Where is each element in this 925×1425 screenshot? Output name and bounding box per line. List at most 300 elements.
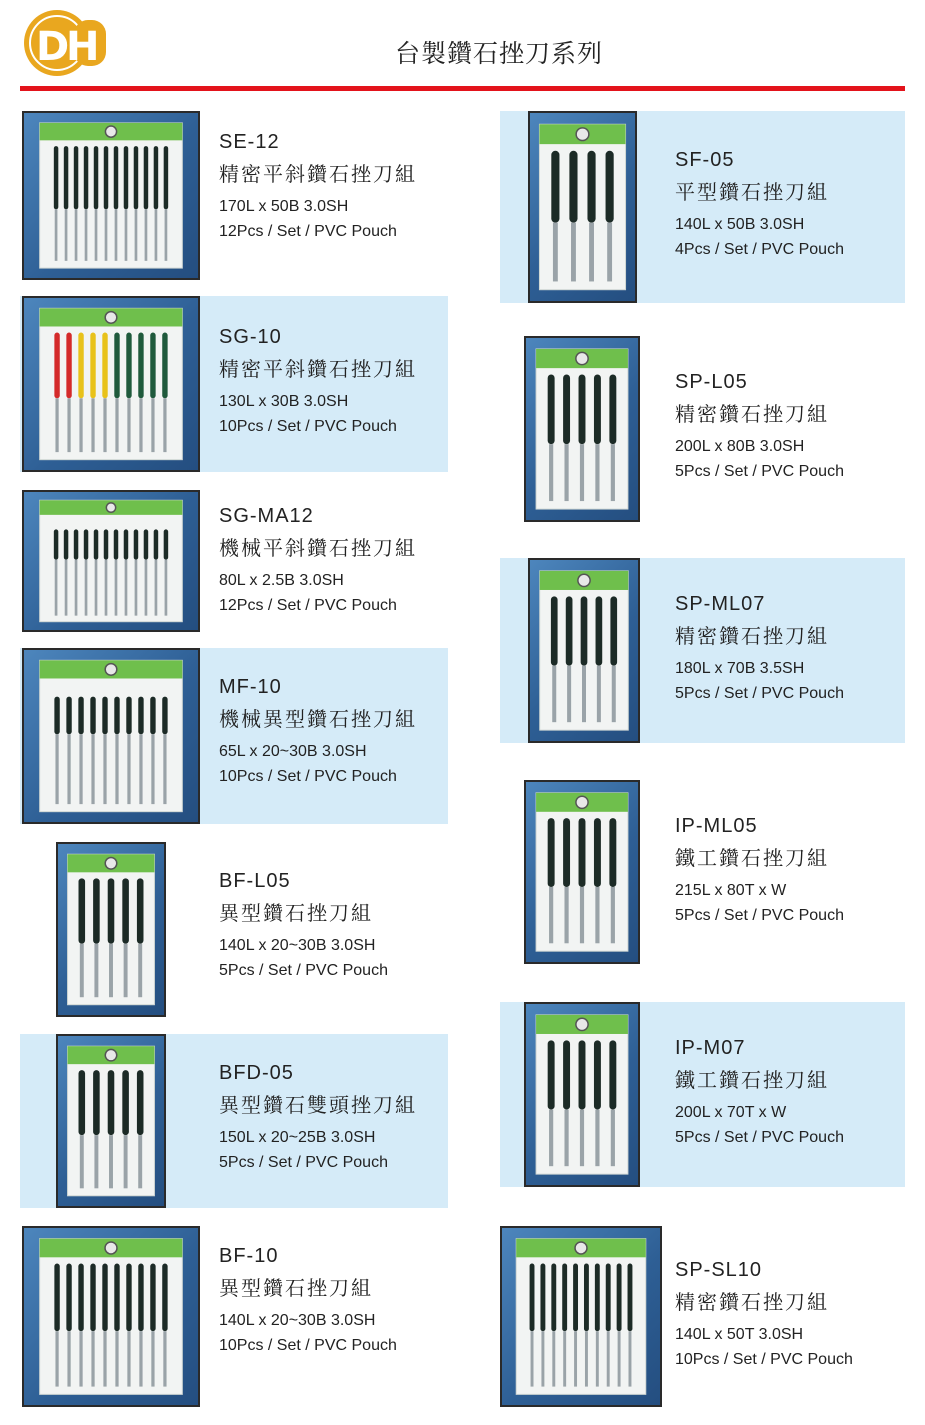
product-code: SE-12: [219, 131, 280, 153]
file-blade: [612, 666, 616, 723]
product-spec: 80L x 2.5B 3.0SH: [219, 572, 344, 589]
file-handle: [114, 333, 119, 399]
file-handle: [126, 333, 131, 399]
product-pack: 12Pcs / Set / PVC Pouch: [219, 223, 397, 240]
file-blade: [165, 209, 168, 261]
file-blade: [155, 560, 158, 616]
file-blade: [580, 1110, 584, 1167]
product-photo-ip-m07: [524, 1002, 640, 1187]
file-handle: [164, 529, 168, 559]
file-blade: [145, 560, 148, 616]
product-photo-sp-sl10: [500, 1226, 662, 1407]
pouch-illustration: [526, 338, 638, 520]
product-pack: 10Pcs / Set / PVC Pouch: [219, 418, 397, 435]
file-blade: [580, 444, 584, 501]
product-name: 異型鑽石挫刀組: [219, 901, 373, 925]
product-pack: 10Pcs / Set / PVC Pouch: [219, 1337, 397, 1354]
file-handle: [74, 146, 78, 209]
pvc-pouch: [40, 500, 183, 621]
file-handle: [138, 333, 143, 399]
product-spec: 130L x 30B 3.0SH: [219, 393, 349, 410]
product-spec: 140L x 20~30B 3.0SH: [219, 1312, 376, 1329]
product-info: [675, 592, 844, 704]
file-blade: [607, 223, 612, 282]
file-handle: [609, 818, 616, 887]
product-pack: 5Pcs / Set / PVC Pouch: [219, 1154, 388, 1171]
file-handle: [150, 333, 155, 399]
file-blade: [595, 887, 599, 943]
file-blade: [618, 1331, 621, 1386]
product-photo-bf-10: [22, 1226, 200, 1407]
file-blade: [95, 209, 98, 261]
file-blade: [55, 734, 58, 804]
pvc-pouch: [516, 1239, 646, 1395]
file-handle: [124, 529, 128, 559]
product-name: 異型鑽石雙頭挫刀組: [219, 1093, 417, 1117]
file-blade: [67, 734, 70, 804]
product-spec: 200L x 70T x W: [675, 1104, 787, 1121]
file-blade: [65, 209, 68, 261]
file-blade: [549, 444, 553, 501]
product-info: [219, 869, 388, 981]
file-handle: [579, 1040, 586, 1109]
file-blade: [127, 398, 130, 452]
file-blade: [115, 560, 118, 616]
file-handle: [162, 333, 167, 399]
hanger-hole-icon: [576, 128, 589, 141]
file-handle: [138, 1264, 143, 1332]
pouch-illustration: [58, 844, 164, 1015]
product-pack: 5Pcs / Set / PVC Pouch: [675, 463, 844, 480]
hanger-hole-icon: [576, 352, 588, 364]
file-handle: [150, 697, 155, 735]
product-code: IP-ML05: [675, 815, 758, 837]
file-handle: [138, 697, 143, 735]
file-handle: [606, 1264, 611, 1332]
file-blade: [103, 734, 106, 804]
product-code: SP-L05: [675, 371, 748, 393]
file-handle: [124, 146, 128, 209]
file-blade: [541, 1331, 544, 1386]
product-info: [219, 1244, 397, 1356]
file-handle: [154, 529, 158, 559]
file-blade: [564, 1110, 568, 1167]
file-blade: [589, 223, 594, 282]
hanger-hole-icon: [576, 796, 588, 808]
file-blade: [552, 666, 556, 723]
file-blade: [611, 444, 615, 501]
file-handle: [79, 1070, 86, 1135]
file-blade: [549, 1110, 553, 1167]
product-pack: 4Pcs / Set / PVC Pouch: [675, 241, 844, 258]
file-blade: [75, 560, 78, 616]
file-blade: [91, 398, 94, 452]
product-info: [219, 325, 417, 437]
pouch-illustration: [502, 1228, 660, 1405]
file-blade: [564, 887, 568, 943]
red-divider: [20, 86, 905, 91]
file-handle: [563, 1040, 570, 1109]
file-handle: [102, 697, 107, 735]
file-handle: [108, 1070, 115, 1135]
product-name: 精密鑽石挫刀組: [675, 624, 829, 648]
file-handle: [551, 596, 558, 665]
file-handle: [102, 1264, 107, 1332]
product-spec: 140L x 50B 3.0SH: [675, 216, 805, 233]
file-blade: [163, 734, 166, 804]
pouch-illustration: [24, 113, 198, 278]
file-handle: [66, 697, 71, 735]
svg-text:H: H: [66, 24, 100, 70]
file-handle: [594, 1040, 601, 1109]
file-blade: [67, 398, 70, 452]
pouch-illustration: [526, 782, 638, 962]
file-handle: [90, 697, 95, 735]
file-handle: [90, 333, 95, 399]
file-handle: [581, 596, 588, 665]
file-blade: [139, 1331, 142, 1386]
file-handle: [530, 1264, 535, 1332]
file-handle: [573, 1264, 578, 1332]
file-blade: [135, 560, 138, 616]
file-blade: [582, 666, 586, 723]
file-blade: [574, 1331, 577, 1386]
file-blade: [55, 560, 58, 616]
file-handle: [64, 146, 68, 209]
file-handle: [144, 146, 148, 209]
file-handle: [594, 375, 601, 445]
file-handle: [94, 529, 98, 559]
product-pack: 5Pcs / Set / PVC Pouch: [675, 1129, 844, 1146]
file-blade: [79, 398, 82, 452]
file-blade: [115, 1331, 118, 1386]
file-handle: [154, 146, 158, 209]
file-blade: [67, 1331, 70, 1386]
product-name: 異型鑽石挫刀組: [219, 1276, 373, 1300]
file-handle: [64, 529, 68, 559]
hanger-hole-icon: [575, 1242, 587, 1254]
file-blade: [155, 209, 158, 261]
file-blade: [115, 734, 118, 804]
file-blade: [115, 209, 118, 261]
file-handle: [134, 146, 138, 209]
pouch-illustration: [24, 492, 198, 630]
product-name: 精密平斜鑽石挫刀組: [219, 357, 417, 381]
file-handle: [164, 146, 168, 209]
product-photo-sf-05: [528, 111, 637, 303]
file-handle: [84, 146, 88, 209]
product-spec: 150L x 20~25B 3.0SH: [219, 1129, 376, 1146]
product-pack: 12Pcs / Set / PVC Pouch: [219, 597, 397, 614]
file-blade: [79, 734, 82, 804]
dh-logo: [22, 8, 108, 78]
product-name: 機械平斜鑽石挫刀組: [219, 536, 417, 560]
file-blade: [103, 1331, 106, 1386]
product-code: SG-10: [219, 326, 282, 348]
file-blade: [139, 398, 142, 452]
file-blade: [595, 444, 599, 501]
file-blade: [607, 1331, 610, 1386]
file-handle: [137, 1070, 144, 1135]
file-handle: [617, 1264, 622, 1332]
hanger-hole-icon: [105, 664, 117, 676]
file-handle: [114, 1264, 119, 1332]
file-blade: [611, 1110, 615, 1167]
file-handle: [54, 529, 58, 559]
product-code: SP-ML07: [675, 593, 766, 615]
file-blade: [105, 560, 108, 616]
file-handle: [93, 878, 100, 943]
file-handle: [74, 529, 78, 559]
file-handle: [548, 818, 555, 887]
hanger-hole-icon: [105, 1049, 116, 1060]
file-blade: [124, 1135, 128, 1188]
file-blade: [611, 887, 615, 943]
file-blade: [139, 734, 142, 804]
file-blade: [91, 734, 94, 804]
product-pack: 5Pcs / Set / PVC Pouch: [219, 962, 388, 979]
file-blade: [165, 560, 168, 616]
pouch-illustration: [530, 113, 635, 301]
pouch-illustration: [526, 1004, 638, 1185]
file-blade: [580, 887, 584, 943]
file-blade: [95, 560, 98, 616]
file-blade: [94, 944, 98, 997]
file-handle: [606, 151, 614, 223]
file-blade: [125, 560, 128, 616]
file-blade: [585, 1331, 588, 1386]
file-handle: [66, 1264, 71, 1332]
hanger-hole-icon: [105, 126, 116, 137]
file-blade: [145, 209, 148, 261]
file-blade: [567, 666, 571, 723]
product-pack: 10Pcs / Set / PVC Pouch: [675, 1351, 853, 1368]
file-blade: [563, 1331, 566, 1386]
file-blade: [109, 1135, 113, 1188]
file-handle: [84, 529, 88, 559]
product-code: BFD-05: [219, 1062, 294, 1084]
product-info: [219, 1061, 417, 1173]
file-handle: [78, 1264, 83, 1332]
product-photo-sg-ma12: [22, 490, 200, 632]
hanger-hole-icon: [578, 574, 590, 586]
hanger-hole-icon: [105, 312, 117, 324]
file-blade: [138, 944, 142, 997]
product-photo-ip-ml05: [524, 780, 640, 964]
file-handle: [54, 1264, 59, 1332]
file-handle: [628, 1264, 633, 1332]
product-photo-sp-ml07: [528, 558, 640, 743]
hanger-hole-icon: [105, 858, 117, 870]
product-code: SG-MA12: [219, 505, 314, 527]
product-name: 平型鑽石挫刀組: [675, 180, 829, 204]
product-info: [219, 675, 417, 787]
hanger-hole-icon: [106, 503, 115, 512]
pvc-pouch: [40, 308, 183, 459]
pouch-illustration: [24, 298, 198, 470]
file-handle: [90, 1264, 95, 1332]
product-info: [675, 1036, 844, 1148]
file-blade: [571, 223, 576, 282]
file-handle: [66, 333, 71, 399]
product-pack: 5Pcs / Set / PVC Pouch: [675, 907, 844, 924]
file-blade: [125, 209, 128, 261]
file-handle: [102, 333, 107, 399]
product-code: BF-10: [219, 1245, 279, 1267]
product-info: [675, 1258, 853, 1370]
file-handle: [579, 375, 586, 445]
file-blade: [80, 1135, 84, 1188]
file-blade: [596, 1331, 599, 1386]
file-handle: [609, 1040, 616, 1109]
file-handle: [126, 697, 131, 735]
file-handle: [114, 146, 118, 209]
file-handle: [122, 1070, 129, 1135]
file-handle: [579, 818, 586, 887]
file-handle: [548, 375, 555, 445]
product-code: MF-10: [219, 676, 282, 698]
file-blade: [135, 209, 138, 261]
file-handle: [548, 1040, 555, 1109]
page-title: 台製鑽石挫刀系列: [395, 39, 604, 68]
product-name: 機械異型鑽石挫刀組: [219, 707, 417, 731]
file-blade: [629, 1331, 632, 1386]
hanger-hole-icon: [576, 1018, 588, 1030]
pvc-pouch: [40, 123, 183, 268]
product-photo-sg-10: [22, 296, 200, 472]
product-info: [219, 504, 417, 616]
pvc-pouch: [40, 1239, 183, 1395]
file-blade: [85, 209, 88, 261]
file-handle: [594, 818, 601, 887]
file-blade: [552, 1331, 555, 1386]
product-info: [675, 148, 844, 260]
hanger-hole-icon: [105, 1242, 117, 1254]
file-handle: [562, 1264, 567, 1332]
file-blade: [103, 398, 106, 452]
file-handle: [78, 697, 83, 735]
pouch-illustration: [24, 650, 198, 822]
pouch-illustration: [58, 1036, 164, 1206]
file-handle: [162, 1264, 167, 1332]
product-spec: 140L x 50T 3.0SH: [675, 1326, 804, 1343]
file-blade: [80, 944, 84, 997]
file-blade: [151, 734, 154, 804]
svg-text:D: D: [36, 24, 70, 70]
product-info: [675, 814, 844, 926]
file-blade: [115, 398, 118, 452]
file-handle: [563, 818, 570, 887]
product-photo-mf-10: [22, 648, 200, 824]
file-handle: [126, 1264, 131, 1332]
file-handle: [134, 529, 138, 559]
file-handle: [104, 146, 108, 209]
product-pack: 5Pcs / Set / PVC Pouch: [675, 685, 844, 702]
file-handle: [108, 878, 115, 943]
file-blade: [531, 1331, 534, 1386]
pouch-illustration: [530, 560, 638, 741]
product-pack: 10Pcs / Set / PVC Pouch: [219, 768, 397, 785]
file-handle: [93, 1070, 100, 1135]
file-handle: [122, 878, 129, 943]
file-blade: [55, 398, 58, 452]
file-handle: [78, 333, 83, 399]
file-handle: [551, 151, 559, 223]
file-blade: [85, 560, 88, 616]
file-handle: [137, 878, 144, 943]
file-blade: [127, 1331, 130, 1386]
file-blade: [124, 944, 128, 997]
product-info: [219, 130, 417, 242]
file-handle: [595, 1264, 600, 1332]
product-code: IP-M07: [675, 1037, 746, 1059]
file-handle: [114, 697, 119, 735]
file-handle: [162, 697, 167, 735]
file-blade: [549, 887, 553, 943]
file-handle: [587, 151, 595, 223]
file-handle: [596, 596, 603, 665]
file-handle: [79, 878, 86, 943]
product-name: 精密鑽石挫刀組: [675, 1290, 829, 1314]
file-blade: [109, 944, 113, 997]
file-blade: [55, 209, 58, 261]
product-spec: 170L x 50B 3.0SH: [219, 198, 349, 215]
file-handle: [610, 596, 617, 665]
file-handle: [566, 596, 573, 665]
file-handle: [551, 1264, 556, 1332]
file-blade: [91, 1331, 94, 1386]
file-handle: [54, 146, 58, 209]
file-handle: [584, 1264, 589, 1332]
file-blade: [105, 209, 108, 261]
product-code: SP-SL10: [675, 1259, 763, 1281]
file-handle: [144, 529, 148, 559]
file-blade: [75, 209, 78, 261]
product-info: [675, 370, 844, 482]
file-blade: [138, 1135, 142, 1188]
file-blade: [151, 398, 154, 452]
file-handle: [104, 529, 108, 559]
file-blade: [163, 1331, 166, 1386]
file-blade: [127, 734, 130, 804]
product-photo-sp-l05: [524, 336, 640, 522]
file-blade: [65, 560, 68, 616]
product-spec: 180L x 70B 3.5SH: [675, 660, 805, 677]
file-blade: [55, 1331, 58, 1386]
product-code: BF-L05: [219, 870, 291, 892]
pouch-illustration: [24, 1228, 198, 1405]
file-handle: [569, 151, 577, 223]
pvc-pouch: [40, 660, 183, 811]
product-name: 精密平斜鑽石挫刀組: [219, 162, 417, 186]
product-name: 精密鑽石挫刀組: [675, 402, 829, 426]
product-spec: 200L x 80B 3.0SH: [675, 438, 805, 455]
product-spec: 215L x 80T x W: [675, 882, 787, 899]
product-photo-se-12: [22, 111, 200, 280]
file-blade: [151, 1331, 154, 1386]
file-handle: [540, 1264, 545, 1332]
file-blade: [597, 666, 601, 723]
file-blade: [79, 1331, 82, 1386]
file-blade: [163, 398, 166, 452]
file-handle: [54, 333, 59, 399]
file-handle: [563, 375, 570, 445]
product-spec: 140L x 20~30B 3.0SH: [219, 937, 376, 954]
product-spec: 65L x 20~30B 3.0SH: [219, 743, 367, 760]
file-handle: [94, 146, 98, 209]
file-handle: [54, 697, 59, 735]
product-photo-bfd-05: [56, 1034, 166, 1208]
